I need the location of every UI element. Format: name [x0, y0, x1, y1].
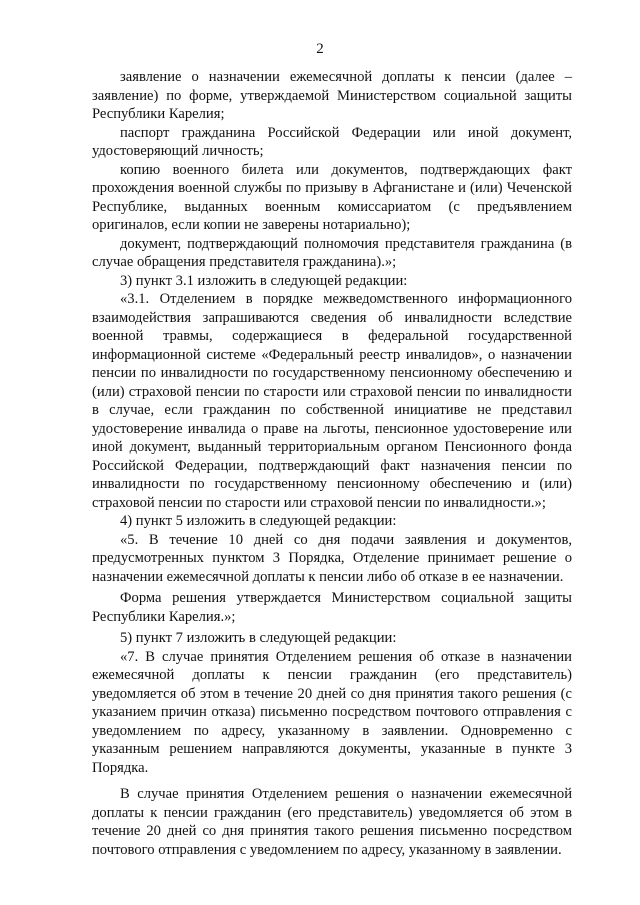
paragraph-item-5: 5) пункт 7 изложить в следующей редакции: [120, 630, 397, 646]
paragraph-authority-document: документ, подтверждающий полномочия представителя гражданина (в случае обращения представителя гражданина).»; [92, 235, 572, 270]
paragraph-clause-3-1: «3.1. Отделением в порядке межведомственного информационного взаимодействия запрашиваются сведения об инвалидности вследствие военной травмы, содержащиеся в федеральной государственной информационной системе «Федеральный реестр инвалидов», о назначении пенсии по инвалидности по государственному пенсионному обеспечению и (или) страховой пенсии по старости или страховой пенсии по инвалидности в случае, если гражданин по собственной инициативе не представил удостоверение инвалида о праве на льготы, пенсионное удостоверение или иной документ, выданный территориальным органом Пенсионного фонда Российской Федерации, подтверждающий факт назначения пенсии по инвалидности по государственному пенсионному обеспечению и (или) страховой пенсии по старости или страховой пенсии по инвалидности.»; [92, 291, 572, 511]
paragraph-passport: паспорт гражданина Российской Федерации или иной документ, удостоверяющий личность; [92, 124, 572, 159]
paragraph-application: заявление о назначении ежемесячной доплаты к пенсии (далее – заявление) по форме, утверждаемой Министерством социальной защиты Республики Карелия; [92, 69, 572, 122]
paragraph-clause-7: «7. В случае принятия Отделением решения об отказе в назначении ежемесячной доплаты к пенсии гражданин (его представитель) уведомляется об этом в течение 20 дней со дня принятия такого решения (с указанием причин отказа) письменно посредством почтового отправления с уведомлением по адресу, указанному в заявлении. Одновременно с указанным решением направляются документы, указанные в пункте 3 Порядка. [92, 648, 572, 776]
paragraph-decision-form: Форма решения утверждается Министерством социальной защиты Республики Карелия.»; [92, 590, 572, 625]
paragraph-item-3: 3) пункт 3.1 изложить в следующей редакции: [120, 272, 408, 289]
paragraph-item-4: 4) пункт 5 изложить в следующей редакции: [120, 513, 397, 529]
paragraph-military-id: копию военного билета или документов, подтверждающих факт прохождения военной службы по призыву в Афганистане и (или) Чеченской Республике, выданных военным комиссариатом (с предъявлением оригиналов, если копии не заверены нотариально); [92, 161, 572, 233]
paragraph-approval-notice: В случае принятия Отделением решения о назначении ежемесячной доплаты к пенсии гражданин (его представитель) уведомляется об этом в течение 20 дней со дня принятия такого решения письменно посредством почтового отправления с уведомлением по адресу, указанному в заявлении. [92, 786, 572, 858]
page-number: 2 [316, 41, 324, 57]
paragraph-clause-5: «5. В течение 10 дней со дня подачи заявления и документов, предусмотренных пунктом 3 Порядка, Отделение принимает решение о назначении ежемесячной доплаты к пенсии либо об отказе в ее назначении. [92, 531, 572, 585]
document-body [92, 68, 572, 859]
